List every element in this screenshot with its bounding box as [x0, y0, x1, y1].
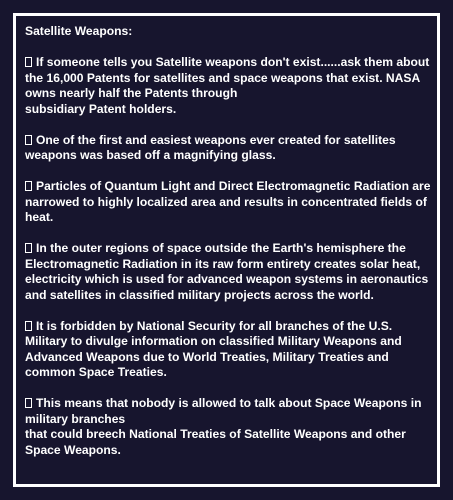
paragraph-quantum-light — [25, 179, 430, 226]
paragraph-line: that could breech National Treaties of Satellite Weapons and other — [25, 427, 406, 441]
paragraph-line: Electromagnetic Radiation in its raw form entirety creates solar heat, — [25, 256, 421, 271]
paragraph-line: heat. — [25, 210, 54, 224]
paragraph-line: electricity which is used for advanced weapon systems in aeronautics — [25, 272, 429, 286]
paragraph-line: common Space Treaties. — [25, 365, 167, 379]
paragraph-line: Military to divulge information on classified Military Weapons and — [25, 334, 402, 348]
missing-glyph-box-icon — [25, 321, 32, 331]
missing-glyph-box-icon — [25, 181, 32, 191]
paragraph-outer-space — [25, 241, 430, 303]
paragraph-line: This means that nobody is allowed to talk about Space Weapons in — [25, 396, 430, 412]
paragraph-line: In the outer regions of space outside the Earth's hemisphere the — [25, 241, 430, 257]
missing-glyph-box-icon — [25, 135, 32, 145]
card-title: Satellite Weapons: — [25, 24, 133, 38]
paragraph-line: It is forbidden by National Security for all branches of the U.S. — [25, 319, 430, 335]
missing-glyph-box-icon — [25, 57, 32, 67]
paragraph-line: the 16,000 Patents for satellites and space weapons that exist. NASA — [25, 70, 421, 85]
paragraph-national-security — [25, 319, 430, 381]
missing-glyph-box-icon — [25, 243, 32, 253]
paragraph-line: and satellites in classified military projects across the world. — [25, 287, 374, 302]
paragraph-line: If someone tells you Satellite weapons don't exist......ask them about — [25, 55, 430, 71]
paragraph-line: subsidiary Patent holders. — [25, 101, 177, 116]
paragraph-patents — [25, 55, 430, 117]
paragraph-line: narrowed to highly localized area and results in concentrated fields of — [25, 194, 427, 209]
paragraph-line: Space Weapons. — [25, 442, 121, 457]
paragraph-line: Advanced Weapons due to World Treaties, Military Treaties and — [25, 349, 389, 364]
paragraph-line: One of the first and easiest weapons ever created for satellites — [25, 133, 430, 149]
paragraph-line: owns nearly half the Patents through — [25, 86, 238, 100]
paragraph-nobody-allowed — [25, 396, 430, 458]
text-card — [13, 13, 440, 487]
missing-glyph-box-icon — [25, 398, 32, 408]
card-content — [25, 24, 430, 458]
paragraph-line: weapons was based off a magnifying glass. — [25, 148, 276, 162]
paragraph-magnifying-glass — [25, 133, 430, 164]
paragraph-line: Particles of Quantum Light and Direct Electromagnetic Radiation are — [25, 179, 430, 195]
paragraph-line: military branches — [25, 411, 126, 426]
